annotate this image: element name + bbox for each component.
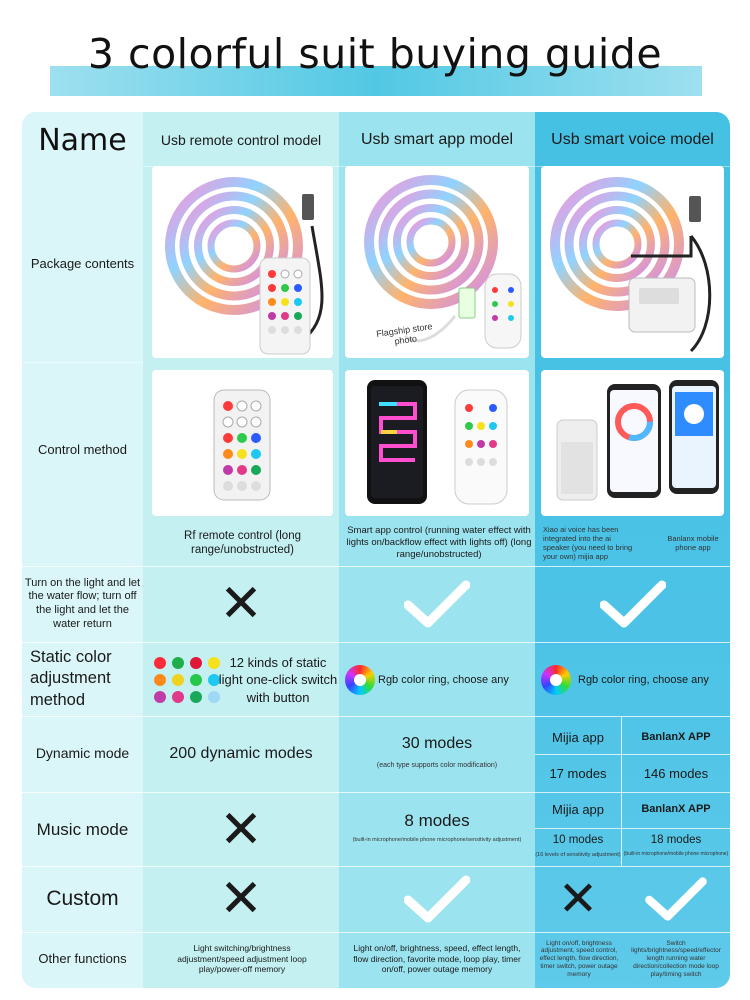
color-dot	[190, 657, 202, 669]
col-header-app: Usb smart app model	[360, 131, 514, 148]
music-voice-note1: (16 levels of sensitivity adjustment)	[535, 852, 621, 858]
dynamic-app-note: (each type supports color modification)	[376, 761, 498, 769]
dynamic-voice-val1: 17 modes	[549, 765, 607, 781]
package-photo-remote	[152, 166, 333, 358]
row-label-water-flow: Turn on the light and let the water flow; turn off the light and let the water return	[24, 576, 141, 630]
row-label-static-color: Static color adjustment method	[30, 647, 112, 709]
color-dot	[154, 674, 166, 686]
x-icon: ✕	[219, 574, 263, 634]
color-dot	[172, 674, 184, 686]
name-header: Name	[38, 122, 127, 158]
x-icon: ✕	[219, 800, 263, 860]
photo-caption: Flagship store photo	[375, 321, 433, 347]
control-photo-remote	[152, 370, 333, 516]
control-text-voice-mijia: Xiao ai voice has been integrated into the ai speaker (you need to bring your own) mijia app	[543, 525, 633, 561]
row-label-music: Music mode	[36, 820, 129, 840]
x-icon: ✕	[557, 871, 599, 927]
control-text-remote: Rf remote control (long range/unobstructed)	[184, 529, 301, 556]
color-dot	[190, 674, 202, 686]
row-label-custom: Custom	[46, 886, 119, 910]
control-text-app: Smart app control (running water effect with lights on/backflow effect with lights off) (long range/unobstructed)	[346, 525, 532, 560]
static-text-voice: Rgb color ring, choose any	[578, 674, 709, 686]
music-app-note: (built-in microphone/mobile phone microphone/sensitivity adjustment)	[352, 837, 522, 843]
check-icon	[339, 572, 535, 636]
dynamic-voice-app1: Mijia app	[551, 729, 605, 745]
static-color-dots	[155, 656, 219, 704]
other-app: Light on/off, brightness, speed, effect length, flow direction, favorite mode, loop play, timer on/off, power outage memory	[353, 943, 521, 975]
row-label-other: Other functions	[38, 950, 127, 966]
color-dot	[154, 657, 166, 669]
music-voice-note2: (built-in microphone/mobile phone microphone)	[623, 851, 729, 857]
other-remote: Light switching/brightness adjustment/speed adjustment loop play/power-off memory	[177, 943, 307, 975]
color-dot	[172, 691, 184, 703]
music-voice-val2: 18 modes	[650, 834, 702, 846]
music-voice-app2: BanlanX APP	[641, 803, 711, 815]
check-icon	[622, 868, 730, 930]
x-icon: ✕	[219, 869, 263, 929]
control-text-voice-banlanx: Banlanx mobile phone app	[667, 534, 719, 552]
check-icon	[339, 868, 535, 930]
color-dot	[190, 691, 202, 703]
color-dot	[172, 657, 184, 669]
row-label-package: Package contents	[30, 255, 135, 271]
dynamic-voice-app2: BanlanX APP	[641, 731, 711, 743]
rgb-ring-icon	[540, 664, 572, 696]
music-voice-app1: Mijia app	[551, 801, 605, 817]
static-text-remote: 12 kinds of static light one-click switch with button	[218, 654, 338, 705]
music-app-main: 8 modes	[404, 811, 470, 830]
page-title: 3 colorful suit buying guide	[87, 30, 663, 78]
check-icon	[535, 572, 730, 636]
row-label-dynamic: Dynamic mode	[35, 745, 130, 762]
music-voice-val1: 10 modes	[552, 834, 604, 846]
package-photo-voice	[541, 166, 724, 358]
static-text-app: Rgb color ring, choose any	[378, 674, 509, 686]
rgb-ring-icon	[344, 664, 376, 696]
comparison-table	[22, 112, 730, 988]
dynamic-voice-val2: 146 modes	[643, 765, 709, 781]
control-photo-voice	[541, 370, 724, 516]
control-photo-app	[345, 370, 529, 516]
other-voice-banlanx: Switch lights/brightness/speed/effector length running water direction/collection mode loop play/timing switch	[631, 939, 721, 978]
other-voice-mijia: Light on/off, brightness adjustment, speed control, effect length, flow direction, timer switch, power outage memory	[539, 939, 619, 978]
row-label-control: Control method	[38, 441, 127, 457]
col-header-voice: Usb smart voice model	[551, 131, 714, 148]
color-dot	[154, 691, 166, 703]
col-header-remote: Usb remote control model	[160, 132, 322, 148]
dynamic-remote: 200 dynamic modes	[169, 745, 313, 762]
dynamic-app-main: 30 modes	[401, 735, 473, 752]
